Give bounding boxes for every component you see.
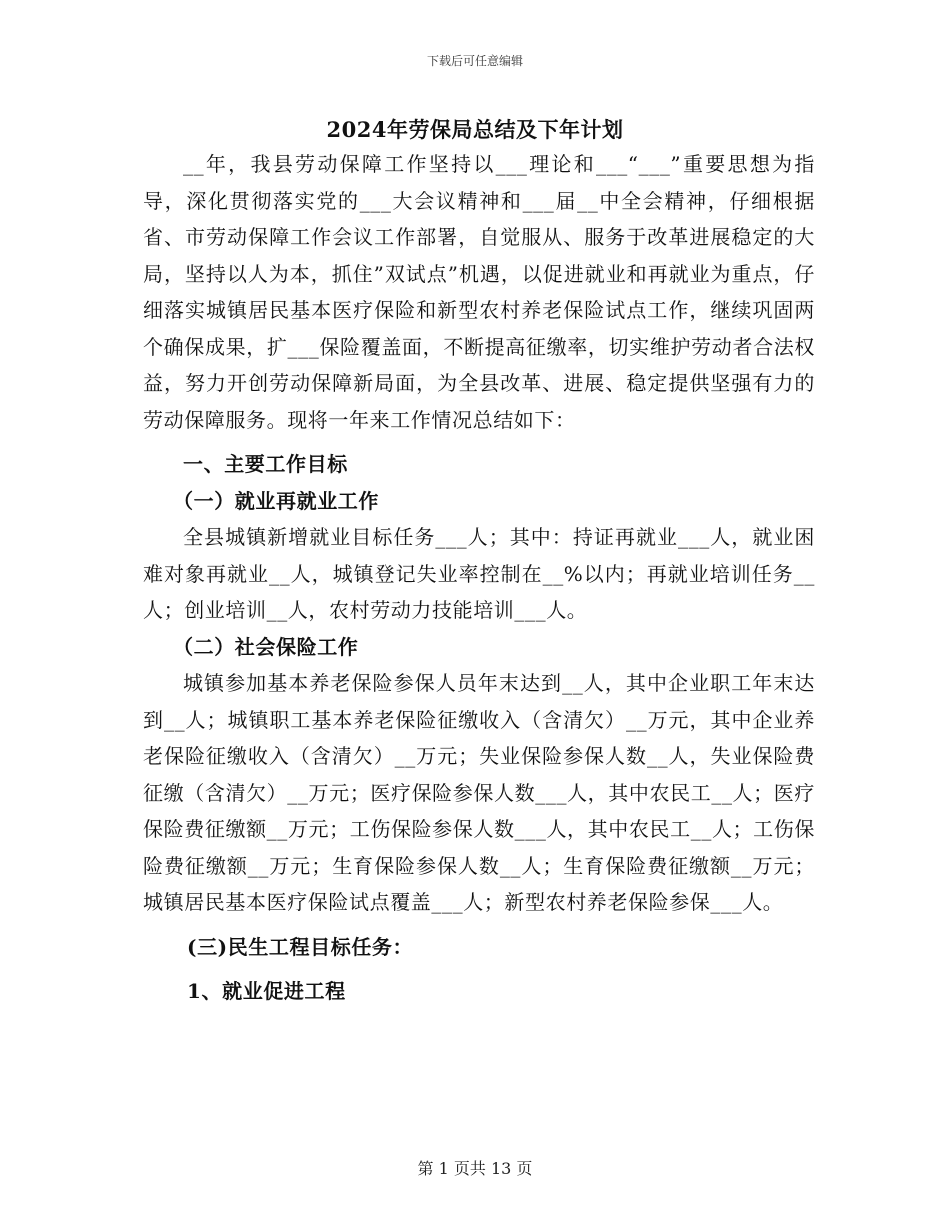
employment-paragraph: 全县城镇新增就业目标任务___人；其中：持证再就业___人，就业困难对象再就业__人，城镇登记失业率控制在__%以内；再就业培训任务__人；创业培训__人，农村劳动力技能培训___人。 [143, 525, 815, 622]
section-heading-main-goals: 一、主要工作目标 [183, 452, 348, 476]
item-heading-employment-promotion: 1、就业促进工程 [187, 979, 346, 1003]
page-footer: 第 1 页共 13 页 [417, 1159, 533, 1178]
page-header: 下载后可任意编辑 [426, 54, 523, 68]
social-insurance-paragraph: 城镇参加基本养老保险参保人员年末达到__人，其中企业职工年末达到__人；城镇职工基本养老保险征缴收入（含清欠）__万元，其中企业养老保险征缴收入（含清欠）__万元；失业保险参保人数__人，失业保险费征缴（含清欠）__万元；医疗保险参保人数___人，其中农民工__人；医疗保险费征缴额__万元；工伤保险参保人数___人，其中农民工__人；工伤保险费征缴额__万元；生育保险参保人数__人；生育保险费征缴额__万元；城镇居民基本医疗保险试点覆盖___人；新型农村养老保险参保___人。 [143, 671, 815, 914]
subsection-heading-employment: （一）就业再就业工作 [173, 488, 379, 513]
document-title: 2024年劳保局总结及下年计划 [326, 117, 624, 142]
subsection-heading-social-insurance: （二）社会保险工作 [173, 634, 359, 659]
subsection-heading-livelihood: (三)民生工程目标任务： [187, 934, 414, 959]
intro-paragraph: __年，我县劳动保障工作坚持以___理论和___“___”重要思想为指导，深化贯彻落实党的___大会议精神和___届__中全会精神，仔细根据省、市劳动保障工作会议工作部署，自觉服从、服务于改革进展稳定的大局，坚持以人为本，抓住”双试点”机遇，以促进就业和再就业为重点，仔细落实城镇居民基本医疗保险和新型农村养老保险试点工作，继续巩固两个确保成果，扩___保险覆盖面，不断提高征缴率，切实维护劳动者合法权益，努力开创劳动保障新局面，为全县改革、进展、稳定提供坚强有力的劳动保障服务。现将一年来工作情况总结如下： [143, 152, 815, 432]
document-body [143, 146, 815, 1010]
